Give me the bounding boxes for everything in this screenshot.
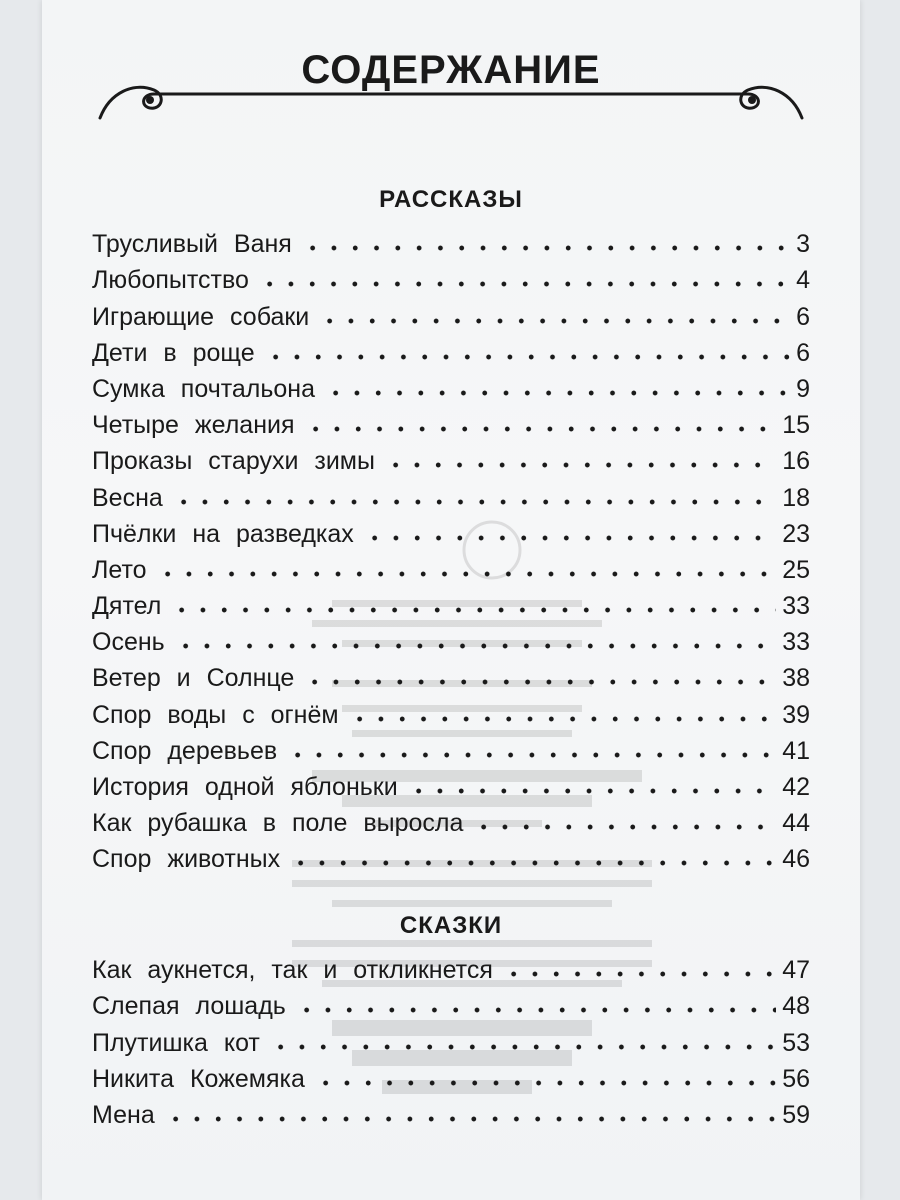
toc-entry[interactable]	[92, 948, 810, 984]
entry-page: 39	[782, 700, 810, 729]
dot-leader	[315, 1080, 776, 1086]
toc-entry[interactable]	[92, 1020, 810, 1056]
section-heading-stories: РАССКАЗЫ	[379, 186, 523, 213]
toc-entry[interactable]	[92, 656, 810, 692]
dot-leader	[287, 752, 776, 758]
entry-title: Как рубашка в поле выросла	[92, 809, 464, 838]
page-title: СОДЕРЖАНИЕ	[301, 48, 601, 92]
entry-title: Никита Кожемяка	[92, 1064, 305, 1093]
dot-leader	[165, 1116, 776, 1122]
entry-page: 3	[796, 230, 810, 259]
toc-entry[interactable]	[92, 1093, 810, 1129]
dot-leader	[296, 1007, 776, 1013]
dot-leader	[473, 824, 776, 830]
toc-entry[interactable]	[92, 801, 810, 837]
entry-title: Лето	[92, 555, 147, 584]
dot-leader	[171, 607, 776, 613]
entry-page: 48	[782, 992, 810, 1021]
toc-entry[interactable]	[92, 620, 810, 656]
entry-title: Играющие собаки	[92, 302, 310, 331]
section-heading-fairy-tales: СКАЗКИ	[399, 912, 503, 939]
toc-entry[interactable]	[92, 294, 810, 330]
entry-title: Осень	[92, 628, 165, 657]
toc-entry[interactable]	[92, 258, 810, 294]
toc-entry[interactable]	[92, 439, 810, 475]
dot-leader	[319, 318, 790, 324]
dot-leader	[408, 788, 776, 794]
entry-title: Как аукнется, так и откликнется	[92, 956, 493, 985]
entry-page: 6	[796, 302, 810, 331]
dot-leader	[270, 1044, 776, 1050]
entry-page: 9	[796, 374, 810, 403]
entry-page: 16	[782, 447, 810, 476]
entry-title: Проказы старухи зимы	[92, 447, 375, 476]
entry-title: Плутишка кот	[92, 1028, 260, 1057]
toc-list-stories	[92, 222, 810, 873]
dot-leader	[157, 571, 777, 577]
entry-title: Спор деревьев	[92, 736, 278, 765]
toc-entry[interactable]	[92, 512, 810, 548]
entry-page: 4	[796, 266, 810, 295]
toc-entry[interactable]	[92, 729, 810, 765]
entry-page: 38	[782, 664, 810, 693]
toc-entry[interactable]	[92, 765, 810, 801]
entry-page: 23	[782, 519, 810, 548]
dot-leader	[290, 860, 776, 866]
entry-title: Ветер и Солнце	[92, 664, 295, 693]
entry-title: Любопытство	[92, 266, 249, 295]
dot-leader	[503, 971, 776, 977]
toc-entry[interactable]	[92, 331, 810, 367]
dot-leader	[259, 281, 790, 287]
dot-leader	[265, 354, 791, 360]
entry-page: 33	[782, 628, 810, 657]
dot-leader	[175, 643, 777, 649]
entry-page: 47	[782, 956, 810, 985]
toc-entry[interactable]	[92, 403, 810, 439]
toc-entry[interactable]	[92, 548, 810, 584]
entry-title: Спор животных	[92, 845, 281, 874]
entry-page: 44	[782, 809, 810, 838]
entry-page: 6	[796, 338, 810, 367]
entry-title: Трусливый Ваня	[92, 230, 292, 259]
dot-leader	[385, 462, 776, 468]
entry-title: Весна	[92, 483, 163, 512]
entry-title: Пчёлки на разведках	[92, 519, 354, 548]
entry-page: 25	[782, 555, 810, 584]
dot-leader	[173, 499, 776, 505]
toc-entry[interactable]	[92, 1057, 810, 1093]
toc-entry[interactable]	[92, 475, 810, 511]
dot-leader	[349, 716, 777, 722]
toc-entry[interactable]	[92, 584, 810, 620]
dot-leader	[302, 245, 790, 251]
entry-title: Сумка почтальона	[92, 374, 316, 403]
toc-entry[interactable]	[92, 692, 810, 728]
entry-title: Четыре желания	[92, 411, 295, 440]
entry-title: Мена	[92, 1100, 155, 1129]
book-page	[42, 0, 860, 1200]
title-ornament	[96, 78, 806, 126]
dot-leader	[364, 535, 776, 541]
entry-page: 59	[782, 1100, 810, 1129]
entry-title: Дятел	[92, 592, 162, 621]
entry-page: 33	[782, 592, 810, 621]
entry-page: 53	[782, 1028, 810, 1057]
toc-list-fairy-tales	[92, 948, 810, 1129]
entry-page: 46	[782, 845, 810, 874]
entry-title: Слепая лошадь	[92, 992, 286, 1021]
entry-title: Дети в роще	[92, 338, 255, 367]
toc-entry[interactable]	[92, 837, 810, 873]
entry-page: 41	[782, 736, 810, 765]
entry-page: 18	[782, 483, 810, 512]
toc-entry[interactable]	[92, 367, 810, 403]
entry-page: 56	[782, 1064, 810, 1093]
dot-leader	[305, 426, 777, 432]
right-flourish-icon	[736, 87, 802, 118]
entry-page: 42	[782, 773, 810, 801]
entry-page: 15	[782, 411, 810, 440]
entry-title: Спор воды с огнём	[92, 700, 339, 729]
dot-leader	[325, 390, 790, 396]
toc-entry[interactable]	[92, 222, 810, 258]
toc-entry[interactable]	[92, 984, 810, 1020]
dot-leader	[304, 679, 776, 685]
entry-title: История одной яблоньки	[92, 773, 398, 801]
left-flourish-icon	[100, 87, 166, 118]
